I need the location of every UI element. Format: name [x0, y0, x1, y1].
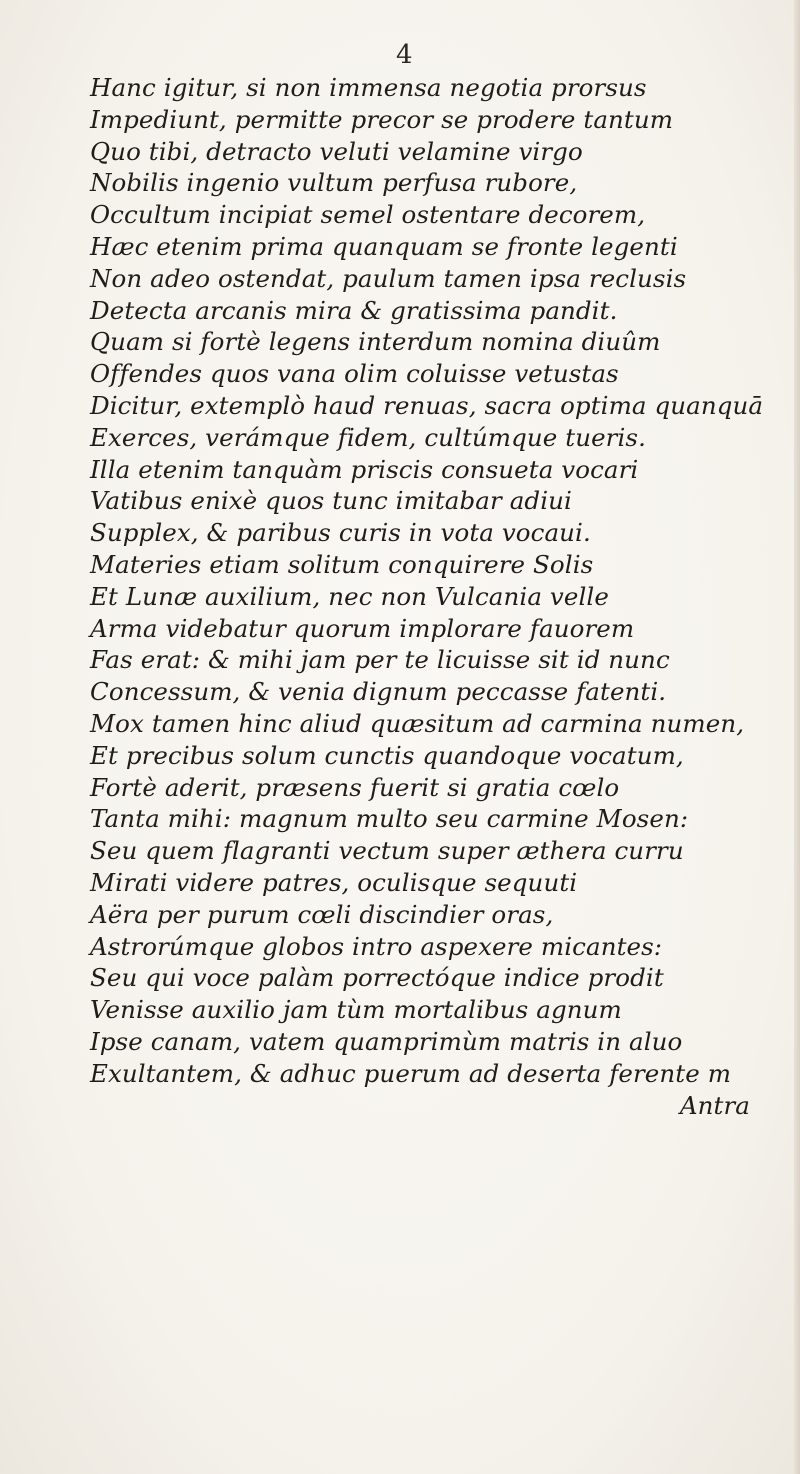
verse-line: Dicitur, extemplò haud renuas, sacra optima quanquā — [90, 390, 764, 420]
verse-line: Seu quem flagranti vectum super æthera curru — [90, 836, 684, 866]
verse-line: Hanc igitur, si non immensa negotia prorsus — [90, 73, 647, 102]
verse-line: Quam si fortè legens interdum nomina diuûm — [90, 327, 661, 357]
verse-line: Ipse canam, vatem quamprimùm matris in aluo — [90, 1026, 683, 1056]
verse-line: Exerces, verámque fidem, cultúmque tueris. — [90, 422, 646, 452]
catchword: Antra — [679, 1090, 750, 1120]
verse-line: Illa etenim tanquàm priscis consueta vocari — [90, 454, 639, 484]
verse-block — [90, 72, 770, 1121]
verse-line: Aëra per purum cœli discindier oras, — [90, 899, 554, 929]
verse-line: Fortè aderit, præsens fuerit si gratia cœlo — [90, 772, 620, 802]
verse-line: Concessum, & venia dignum peccasse fatenti. — [90, 677, 667, 707]
verse-line: Quo tibi, detracto veluti velamine virgo — [90, 136, 583, 166]
verse-line: Fas erat: & mihi jam per te licuisse sit id nunc — [90, 645, 670, 675]
verse-line: Mirati videre patres, oculisque sequuti — [90, 867, 578, 897]
verse-line: Mox tamen hinc aliud quæsitum ad carmina numen, — [90, 708, 745, 738]
verse-line: Vatibus enixè quos tunc imitabar adiui — [90, 486, 572, 516]
verse-line: Seu qui voce palàm porrectóque indice prodit — [90, 963, 664, 993]
verse-line: Tanta mihi: magnum multo seu carmine Mosen: — [90, 804, 689, 834]
verse-line: Supplex, & paribus curis in vota vocaui. — [90, 518, 591, 548]
verse-line: Non adeo ostendat, paulum tamen ipsa reclusis — [90, 263, 687, 293]
verse-line: Impediunt, permitte precor se prodere tantum — [90, 104, 674, 134]
verse-line: Materies etiam solitum conquirere Solis — [90, 549, 594, 579]
page-edge — [794, 0, 800, 1474]
verse-line: Detecta arcanis mira & gratissima pandit. — [90, 295, 618, 325]
verse-line: Arma videbatur quorum implorare fauorem — [90, 613, 635, 643]
verse-line: Occultum incipiat semel ostentare decorem, — [90, 200, 646, 230]
verse-line: Venisse auxilio jam tùm mortalibus agnum — [90, 995, 622, 1025]
verse-line: Exultantem, & adhuc puerum ad deserta ferente m — [90, 1058, 732, 1088]
verse-line: Nobilis ingenio vultum perfusa rubore, — [90, 168, 578, 198]
page-number: 4 — [396, 40, 413, 70]
verse-line: Hæc etenim prima quanquam se fronte legenti — [90, 231, 678, 261]
verse-line: Et precibus solum cunctis quandoque vocatum, — [90, 740, 684, 770]
verse-line: Et Lunæ auxilium, nec non Vulcania velle — [90, 581, 609, 611]
verse-line: Astrorúmque globos intro aspexere micantes: — [90, 931, 663, 961]
verse-line: Offendes quos vana olim coluisse vetustas — [90, 359, 619, 389]
